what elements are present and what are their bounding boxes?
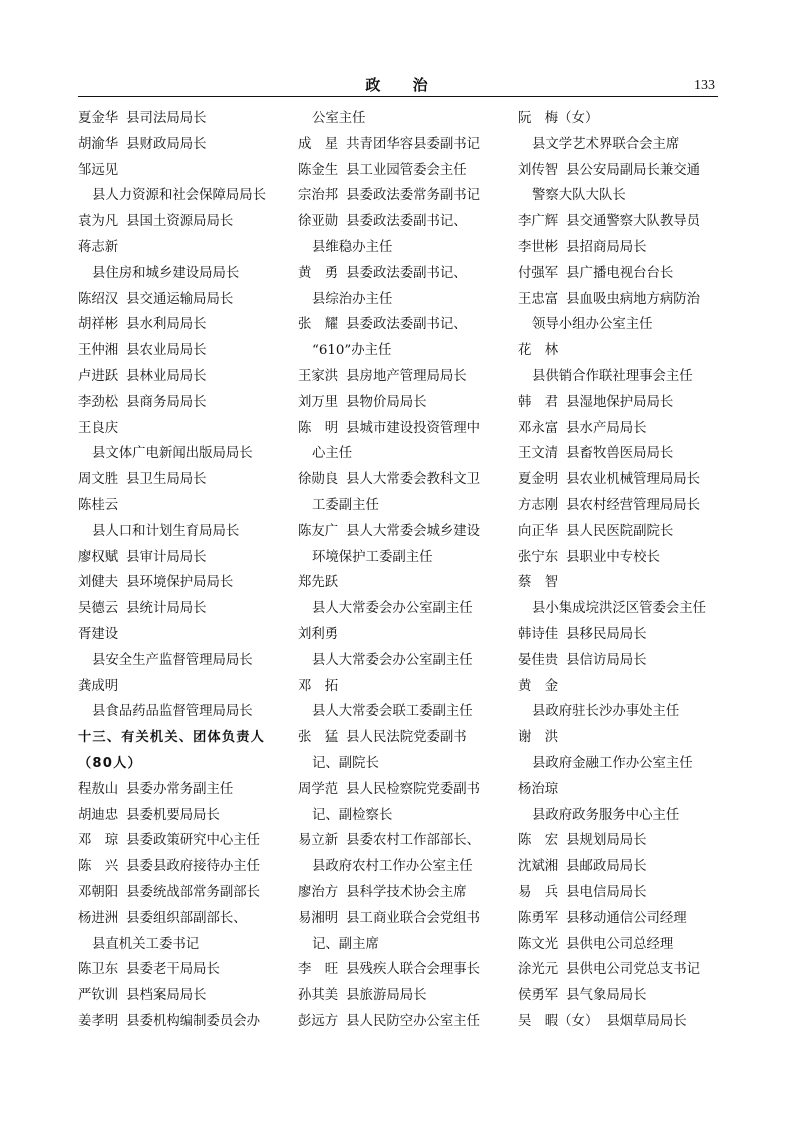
roster-entry <box>78 596 290 622</box>
person-name: 程敖山 <box>78 781 119 797</box>
person-name: 邓 琼 <box>78 833 119 849</box>
roster-entry <box>78 158 290 184</box>
page-running-title: 政 治 <box>365 76 442 94</box>
person-name: 刘万里 <box>298 394 339 410</box>
roster-entry <box>298 1009 505 1035</box>
person-name: 王仲湘 <box>78 343 119 359</box>
roster-entry <box>518 467 718 493</box>
position-title: 县委老干局局长 <box>126 962 220 978</box>
person-name: 王文清 <box>518 446 559 462</box>
roster-entry <box>78 209 290 235</box>
column-3 <box>518 106 718 1035</box>
person-name: 韩诗佳 <box>518 626 559 642</box>
roster-entry <box>518 235 718 261</box>
person-name: 廖权赋 <box>78 549 119 565</box>
position-continuation: 县小集成垸洪泛区管委会主任 <box>532 601 707 617</box>
roster-entry <box>518 622 718 648</box>
position-title: 县委政法委常务副书记 <box>346 188 481 204</box>
person-name: 侯勇军 <box>518 988 559 1004</box>
position-title: 县供电公司总经理 <box>566 936 674 952</box>
person-name: 李 旺 <box>298 962 339 978</box>
person-name: 杨进洲 <box>78 910 119 926</box>
roster-entry <box>518 777 718 803</box>
roster-entry <box>78 1009 290 1035</box>
position-title: 县公安局副局长兼交通 <box>566 162 701 178</box>
person-name: 周学范 <box>298 781 339 797</box>
person-name: 李劲松 <box>78 394 119 410</box>
person-name: 王家洪 <box>298 368 339 384</box>
roster-entry <box>518 570 718 596</box>
position-continuation: 县政府驻长沙办事处主任 <box>532 704 680 720</box>
person-name: 邹远见 <box>78 162 119 178</box>
position-title: 县水利局局长 <box>126 317 207 333</box>
position-continuation: 县政府政务服务中心主任 <box>532 807 680 823</box>
position-title: 县农业局局长 <box>126 343 207 359</box>
position-title: 县招商局局长 <box>566 239 647 255</box>
position-title: 县财政局局长 <box>126 136 207 152</box>
roster-entry <box>518 906 718 932</box>
person-name: 袁为凡 <box>78 214 119 230</box>
position-continuation: 县人大常委会办公室副主任 <box>312 601 473 617</box>
person-name: 易湘明 <box>298 910 339 926</box>
position-continuation: 县直机关工委书记 <box>92 936 200 952</box>
person-name: 向正华 <box>518 523 559 539</box>
roster-entry <box>78 132 290 158</box>
person-name: 张宁东 <box>518 549 559 565</box>
position-title: 县交通警察大队教导员 <box>566 214 701 230</box>
position-title: 县水产局局长 <box>566 420 647 436</box>
position-title: 县统计局局长 <box>126 601 207 617</box>
position-title: 县电信局局长 <box>566 884 647 900</box>
roster-entry <box>298 364 505 390</box>
position-title: 县审计局局长 <box>126 549 207 565</box>
person-name: 陈 明 <box>298 420 339 436</box>
roster-entry <box>518 932 718 958</box>
roster-entry <box>78 493 290 519</box>
roster-entry <box>298 622 505 648</box>
person-name: 付强军 <box>518 265 559 281</box>
position-title: 县委农村工作部部长、 <box>346 833 481 849</box>
person-name: 成 星 <box>298 136 339 152</box>
person-name: 黄 金 <box>518 678 559 694</box>
person-name: 廖治方 <box>298 884 339 900</box>
roster-entry <box>298 467 505 493</box>
roster-entry <box>298 725 505 751</box>
position-title: 县规划局局长 <box>566 833 647 849</box>
roster-entry <box>298 183 505 209</box>
person-name: 方志刚 <box>518 497 559 513</box>
roster-entry <box>298 828 505 854</box>
roster-entry <box>518 880 718 906</box>
position-title: 县广播电视台台长 <box>566 265 674 281</box>
roster-entry <box>518 1009 718 1035</box>
roster-entry <box>78 957 290 983</box>
person-name: 陈 兴 <box>78 859 119 875</box>
position-title: 县人大常委会教科文卫 <box>346 472 481 488</box>
roster-entry <box>298 158 505 184</box>
position-title: 县委县政府接待办主任 <box>126 859 261 875</box>
person-name: 陈绍汉 <box>78 291 119 307</box>
roster-entry <box>298 519 505 545</box>
position-title: 县气象局局长 <box>566 988 647 1004</box>
roster-entry <box>298 906 505 932</box>
roster-entry <box>78 880 290 906</box>
person-name: 刘传智 <box>518 162 559 178</box>
roster-entry <box>518 828 718 854</box>
person-name: 胥建设 <box>78 626 119 642</box>
roster-entry <box>518 106 718 132</box>
position-title: 县司法局局长 <box>126 111 207 126</box>
person-name: 李广辉 <box>518 214 559 230</box>
position-title: 县房地产管理局局长 <box>346 368 467 384</box>
roster-entry <box>518 338 718 364</box>
position-title: 县国土资源局局长 <box>126 214 234 230</box>
person-name: 沈斌湘 <box>518 859 559 875</box>
person-name: 王忠富 <box>518 291 559 307</box>
roster-entry <box>518 519 718 545</box>
roster-entry <box>298 880 505 906</box>
position-title: 县商务局局长 <box>126 394 207 410</box>
position-title: 县交通运输局局长 <box>126 291 234 307</box>
position-continuation: 县文体广电新闻出版局局长 <box>92 446 253 462</box>
position-title: 县委政法委副书记、 <box>346 265 467 281</box>
column-2 <box>298 106 505 1035</box>
position-title: 县人民医院副院长 <box>566 523 674 539</box>
position-continuation: 县供销合作联社理事会主任 <box>532 368 693 384</box>
roster-entry <box>518 287 718 313</box>
roster-entry <box>298 570 505 596</box>
person-name: 夏金明 <box>518 472 559 488</box>
person-name: 严钦训 <box>78 988 119 1004</box>
person-name: 易 兵 <box>518 884 559 900</box>
roster-entry <box>518 854 718 880</box>
roster-entry <box>518 441 718 467</box>
person-name: 陈金生 <box>298 162 339 178</box>
roster-entry <box>78 390 290 416</box>
position-title: 县移动通信公司经理 <box>566 910 687 926</box>
roster-entry <box>518 957 718 983</box>
position-continuation: 记、副院长 <box>312 755 379 771</box>
position-title: 县林业局局长 <box>126 368 207 384</box>
roster-entry <box>78 622 290 648</box>
position-continuation: 县人大常委会办公室副主任 <box>312 652 473 668</box>
position-title: 县委政法委副书记、 <box>346 317 467 333</box>
person-name: 龚成明 <box>78 678 119 694</box>
position-title: 县城市建设投资管理中 <box>346 420 481 436</box>
person-name: 刘利勇 <box>298 626 339 642</box>
position-title: 县委政法委副书记、 <box>346 214 467 230</box>
roster-entry <box>78 416 290 442</box>
position-continuation: 县维稳办主任 <box>312 239 393 255</box>
page-number: 133 <box>694 78 715 93</box>
position-title: 县血吸虫病地方病防治 <box>566 291 701 307</box>
person-name: 姜孝明 <box>78 1013 119 1029</box>
position-continuation: 环境保护工委副主任 <box>312 549 433 565</box>
position-title: 县残疾人联合会理事长 <box>346 962 481 978</box>
roster-entry <box>78 106 290 132</box>
roster-entry <box>298 674 505 700</box>
position-title: 县工业园管委会主任 <box>346 162 467 178</box>
position-continuation: 县安全生产监督管理局局长 <box>92 652 253 668</box>
roster-entry <box>298 312 505 338</box>
position-continuation: 心主任 <box>312 446 353 462</box>
person-name: 陈桂云 <box>78 497 119 513</box>
position-title: 县档案局局长 <box>126 988 207 1004</box>
roster-entry <box>78 545 290 571</box>
roster-entry <box>518 648 718 674</box>
roster-entry <box>518 261 718 287</box>
position-title: 县农村经营管理局局长 <box>566 497 701 513</box>
person-name: 杨治琼 <box>518 781 559 797</box>
position-title: 县农业机械管理局局长 <box>566 472 701 488</box>
position-continuation: 记、副主席 <box>312 936 379 952</box>
roster-entry <box>518 416 718 442</box>
person-name: 夏金华 <box>78 111 119 126</box>
section-heading: （80人） <box>78 755 142 771</box>
position-title: 县委机要局局长 <box>126 807 220 823</box>
position-continuation: 县人口和计划生育局局长 <box>92 523 240 539</box>
position-title: 县卫生局局长 <box>126 472 207 488</box>
person-name: 陈 宏 <box>518 833 559 849</box>
person-name: 涂光元 <box>518 962 559 978</box>
person-name: 胡祥彬 <box>78 317 119 333</box>
position-title: 县委组织部副部长、 <box>126 910 247 926</box>
position-continuation: 县人力资源和社会保障局局长 <box>92 188 267 204</box>
position-title: 县工商业联合会党组书 <box>346 910 481 926</box>
position-continuation: 县综治办主任 <box>312 291 393 307</box>
person-name: 吴 暇（女） <box>518 1013 599 1029</box>
position-continuation: 警察大队大队长 <box>532 188 626 204</box>
roster-entry <box>518 545 718 571</box>
roster-entry <box>298 390 505 416</box>
position-title: 县委统战部常务副部长 <box>126 884 261 900</box>
position-title: 县人民防空办公室主任 <box>346 1013 481 1029</box>
position-title: 县物价局局长 <box>346 394 427 410</box>
roster-entry <box>78 674 290 700</box>
roster-entry <box>518 209 718 235</box>
position-continuation: “610”办主任 <box>312 343 392 359</box>
position-title: 县委办常务副主任 <box>126 781 234 797</box>
position-title: 县环境保护局局长 <box>126 575 234 591</box>
roster-entry <box>298 957 505 983</box>
person-name: 黄 勇 <box>298 265 339 281</box>
position-title: 县科学技术协会主席 <box>346 884 467 900</box>
position-continuation: 县政府金融工作办公室主任 <box>532 755 693 771</box>
position-title: 共青团华容县委副书记 <box>346 136 481 152</box>
roster-entry <box>298 261 505 287</box>
person-name: 胡迪忠 <box>78 807 119 823</box>
roster-entry <box>78 854 290 880</box>
person-name: 陈文光 <box>518 936 559 952</box>
person-name: 周文胜 <box>78 472 119 488</box>
person-name: 花 林 <box>518 343 559 359</box>
position-title: 县信访局局长 <box>566 652 647 668</box>
position-continuation: 记、副检察长 <box>312 807 393 823</box>
person-name: 徐亚勋 <box>298 214 339 230</box>
person-name: 张 耀 <box>298 317 339 333</box>
person-name: 陈卫东 <box>78 962 119 978</box>
roster-entry <box>78 235 290 261</box>
position-title: 县移民局局长 <box>566 626 647 642</box>
roster-entry <box>298 777 505 803</box>
position-title: 县供电公司党总支书记 <box>566 962 701 978</box>
position-continuation: 公室主任 <box>312 111 366 126</box>
column-1 <box>78 106 290 1035</box>
person-name: 谢 洪 <box>518 730 559 746</box>
person-name: 阮 梅（女） <box>518 111 599 126</box>
roster-entry <box>78 803 290 829</box>
position-continuation: 县人大常委会联工委副主任 <box>312 704 473 720</box>
position-title: 县旅游局局长 <box>346 988 427 1004</box>
roster-entry <box>518 390 718 416</box>
roster-entry <box>298 983 505 1009</box>
person-name: 蒋志新 <box>78 239 119 255</box>
roster-entry <box>298 132 505 158</box>
person-name: 王良庆 <box>78 420 119 436</box>
roster-entry <box>518 674 718 700</box>
roster-entry <box>518 493 718 519</box>
position-continuation: 县住房和城乡建设局局长 <box>92 265 240 281</box>
person-name: 韩 君 <box>518 394 559 410</box>
roster-entry <box>78 777 290 803</box>
roster-entry <box>518 983 718 1009</box>
position-title: 县人民检察院党委副书 <box>346 781 481 797</box>
position-title: 县湿地保护局局长 <box>566 394 674 410</box>
person-name: 晏佳贵 <box>518 652 559 668</box>
roster-entry <box>78 312 290 338</box>
person-name: 彭远方 <box>298 1013 339 1029</box>
position-continuation: 县文学艺术界联合会主席 <box>532 136 680 152</box>
roster-entry <box>518 725 718 751</box>
position-title: 县人大常委会城乡建设 <box>346 523 481 539</box>
position-title: 县人民法院党委副书 <box>346 730 467 746</box>
roster-entry <box>78 828 290 854</box>
position-continuation: 县食品药品监督管理局局长 <box>92 704 253 720</box>
person-name: 蔡 智 <box>518 575 559 591</box>
roster-entry <box>78 467 290 493</box>
position-title: 县委政策研究中心主任 <box>126 833 261 849</box>
person-name: 郑先跃 <box>298 575 339 591</box>
position-continuation: 工委副主任 <box>312 497 379 513</box>
roster-entry <box>78 338 290 364</box>
roster-entry <box>298 209 505 235</box>
person-name: 易立新 <box>298 833 339 849</box>
roster-entry <box>78 906 290 932</box>
roster-entry <box>78 983 290 1009</box>
person-name: 胡渝华 <box>78 136 119 152</box>
person-name: 李世彬 <box>518 239 559 255</box>
roster-entry <box>298 416 505 442</box>
person-name: 孙其美 <box>298 988 339 1004</box>
roster-entry <box>518 158 718 184</box>
roster-entry <box>78 570 290 596</box>
position-title: 县畜牧兽医局局长 <box>566 446 674 462</box>
person-name: 邓朝阳 <box>78 884 119 900</box>
person-name: 吴德云 <box>78 601 119 617</box>
person-name: 卢进跃 <box>78 368 119 384</box>
person-name: 刘健夫 <box>78 575 119 591</box>
position-title: 县委机构编制委员会办 <box>126 1013 261 1029</box>
roster-entry <box>78 287 290 313</box>
section-heading: 十三、有关机关、团体负责人 <box>78 730 266 746</box>
person-name: 邓永富 <box>518 420 559 436</box>
person-name: 宗治邦 <box>298 188 339 204</box>
position-title: 县烟草局局长 <box>606 1013 687 1029</box>
header-rule <box>78 96 718 97</box>
position-title: 县邮政局局长 <box>566 859 647 875</box>
position-continuation: 领导小组办公室主任 <box>532 317 653 333</box>
person-name: 张 猛 <box>298 730 339 746</box>
position-title: 县职业中专校长 <box>566 549 660 565</box>
person-name: 徐勋良 <box>298 472 339 488</box>
person-name: 陈勇军 <box>518 910 559 926</box>
position-continuation: 县政府农村工作办公室主任 <box>312 859 473 875</box>
person-name: 陈友广 <box>298 523 339 539</box>
person-name: 邓 拓 <box>298 678 339 694</box>
roster-entry <box>78 364 290 390</box>
